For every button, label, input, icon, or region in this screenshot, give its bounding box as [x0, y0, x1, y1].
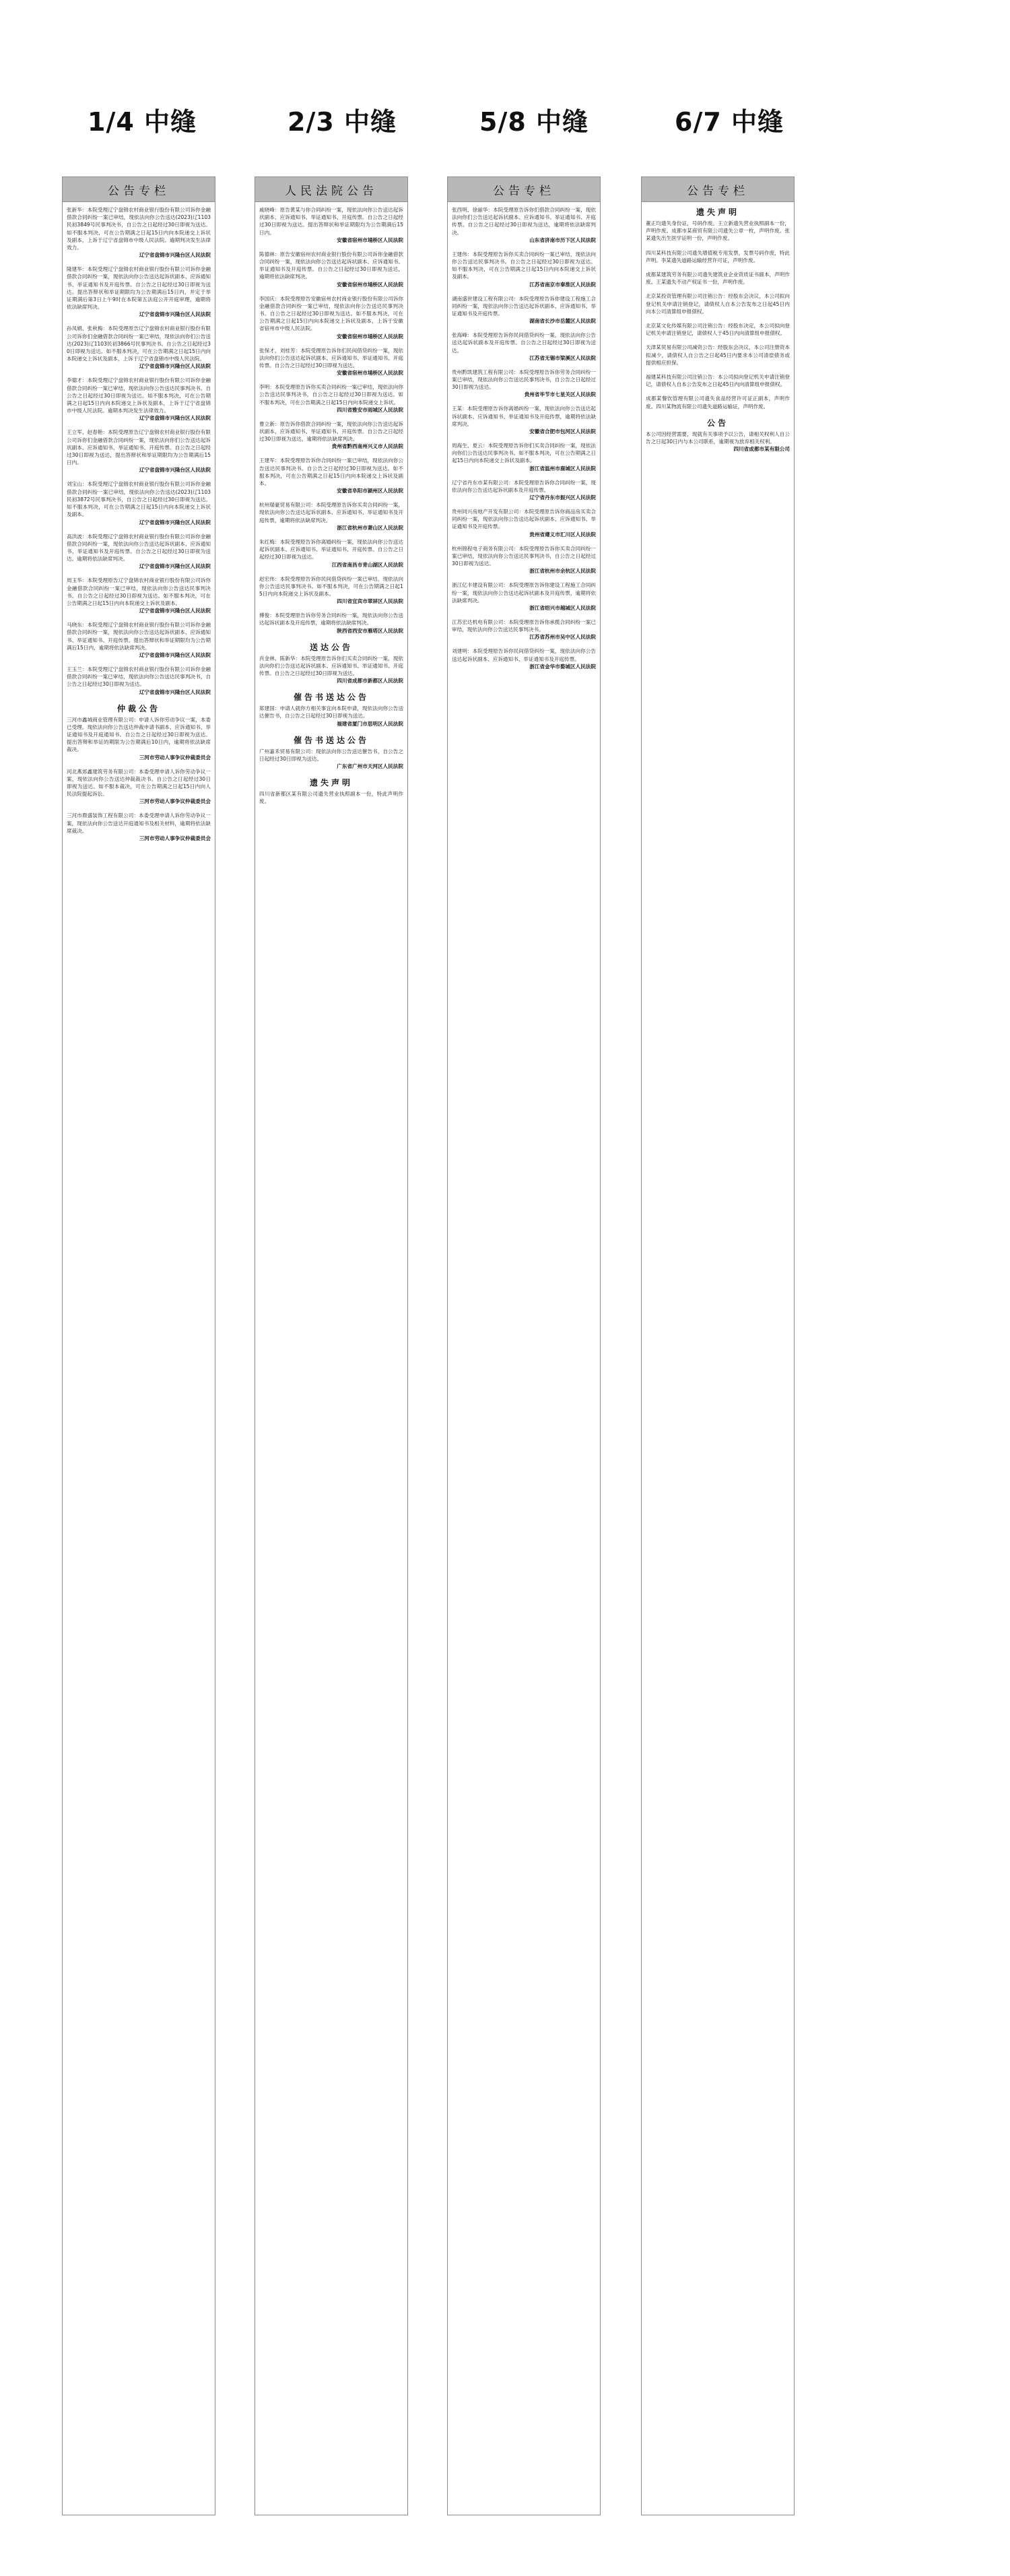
notice-item: [646, 417, 790, 453]
notice-item: [259, 538, 403, 569]
notice-text: 李国庆：本院受理原告安徽宿州农村商业银行股份有限公司诉你金融借款合同纠纷一案已审结，现依法向你公告送达民事判决书。自公告之日起经过30日即视为送达。如不服本判决，可在公告期满之日起15日内向本院递交上诉状及副本，上诉于安徽省宿州市中级人民法院。: [259, 295, 403, 332]
notice-item: [646, 271, 790, 286]
notice-text: 王建军：本院受理原告诉你合同纠纷一案已审结，现依法向你公告送达民事判决书。自公告之日起经过30日即视为送达。如不服本判决，可在公告期满之日起15日内向本院递交上诉状及副本。: [259, 457, 403, 487]
notice-text: 张海峰：本院受理原告诉你民间借贷纠纷一案，现依法向你公告送达起诉状副本及开庭传票。自公告之日起经过30日即视为送达。: [452, 332, 596, 354]
notice-item: [259, 347, 403, 377]
notice-text: 马晓东：本院受理辽宁盘锦农村商业银行股份有限公司诉你金融借款合同纠纷一案，现依法向你公告送达起诉状副本、应诉通知书、举证通知书、开庭传票。提出答辩状和举证期限均为公告期满后15日内，逾期将依法缺席判决。: [67, 622, 211, 651]
notice-text: 董正均遗失身份证，号码作废。王立新遗失营业执照副本一份，声明作废。成都市某商贸有限公司遗失公章一枚，声明作废。张某遗失出生医学证明一份，声明作废。: [646, 220, 790, 242]
notice-signature: 江苏省南京市秦淮区人民法院: [529, 281, 596, 288]
notice-item: [452, 508, 596, 538]
notice-text: 四川某科技有限公司遗失增值税专用发票，发票号码作废，特此声明。李某遗失道路运输经营许可证，声明作废。: [646, 249, 790, 263]
notice-text: 肖金林、陈新华：本院受理原告诉你们买卖合同纠纷一案，现依法向你们公告送达起诉状副本、应诉通知书、举证通知书、开庭传票。自公告之日起经过30日即视为送达。: [259, 655, 403, 676]
column-title-2: 2/3 中缝: [288, 107, 397, 137]
notice-signature: 四川省成都市新都区人民法院: [337, 678, 403, 684]
column-title-3: 5/8 中缝: [479, 107, 588, 137]
notice-item: [67, 666, 211, 696]
notice-item: [452, 206, 596, 244]
notice-item: [67, 377, 211, 422]
notice-item: [67, 768, 211, 806]
notice-signature: 浙江省杭州市余杭区人民法院: [529, 568, 596, 575]
notice-signature: 三河市劳动人事争议仲裁委员会: [139, 835, 211, 841]
notice-text: 李德才：本院受理辽宁盘锦农村商业银行股份有限公司诉你金融借款合同纠纷一案已审结，现依法向你公告送达民事判决书。自公告之日起经过30日即视为送达。如不服本判决，可在公告期满之日起15日内向本院递交上诉状及副本，上诉于辽宁省盘锦市中级人民法院。逾期本判决发生法律效力。: [67, 377, 211, 414]
notice-item: [259, 501, 403, 532]
notice-item: [452, 545, 596, 575]
notice-signature: 贵州省遵义市汇川区人民法院: [529, 531, 596, 538]
notice-item: [452, 295, 596, 325]
notice-item: [67, 206, 211, 259]
notice-signature: 辽宁省盘锦市兴隆台区人民法院: [139, 363, 211, 370]
notice-signature: 陕西省西安市雁塔区人民法院: [337, 627, 403, 634]
notice-text: 杭州锦程电子商务有限公司：本院受理原告诉你买卖合同纠纷一案已审结，现依法向你公告送达民事判决书，自公告之日起经过30日即视为送达。: [452, 545, 596, 567]
notice-item: [259, 691, 403, 727]
notice-signature: 辽宁省盘锦市兴隆台区人民法院: [139, 467, 211, 474]
notice-item: [452, 647, 596, 670]
notice-column-3: [447, 176, 601, 2515]
notice-text: 陈德林：原告安徽宿州农村商业银行股份有限公司诉你金融借款合同纠纷一案，现依法向你公告送达起诉状副本、应诉通知书、举证通知书及开庭传票。自公告之日起经过30日即视为送达，逾期将依法缺席判决。: [259, 251, 403, 280]
notice-text: 孙凤娟、张秋梅：本院受理原告辽宁盘锦农村商业银行股份有限公司诉你们金融借款合同纠纷一案已审结，现依法向你们公告送达(2023)辽1103民初3866号民事判决书。自公告之日起经过30日即视为送达。如不服本判决，可在公告期满之日起15日内向本院递交上诉状及副本，上诉于辽宁省盘锦市中级人民法院。: [67, 325, 211, 362]
notice-text: 湖南盛世建设工程有限公司：本院受理原告诉你建设工程施工合同纠纷一案，现依法向你公告送达起诉状副本、应诉通知书、举证通知书及开庭传票。: [452, 295, 596, 317]
notice-item: [646, 395, 790, 410]
notice-signature: 湖南省长沙市岳麓区人民法院: [529, 318, 596, 325]
notice-text: 周玉华：本院受理原告辽宁盘锦农村商业银行股份有限公司诉你金融借款合同纠纷一案已审结，现依法向你公告送达民事判决书。自公告之日起经过30日即视为送达。如不服本判决，可在公告期满之日起15日内向本院递交上诉状及副本。: [67, 577, 211, 606]
notice-item: [259, 612, 403, 634]
notice-signature: 浙江省金华市婺城区人民法院: [529, 663, 596, 670]
notice-text: 王玉兰：本院受理辽宁盘锦农村商业银行股份有限公司诉你金融借款合同纠纷一案已审结，现依法向你公告送达民事判决书，自公告之日起经过30日即视为送达。: [67, 666, 211, 688]
notice-signature: 三河市劳动人事争议仲裁委员会: [139, 754, 211, 761]
column-body-3: [448, 202, 600, 2510]
notice-text: 本公司因经营需要，现就有关事项予以公告，请相关权利人自公告之日起30日内与本公司联系，逾期视为放弃相关权利。: [646, 430, 790, 445]
notice-signature: 广东省广州市天河区人民法院: [337, 763, 403, 769]
notice-signature: 江苏省苏州市吴中区人民法院: [529, 634, 596, 641]
notice-signature: 安徽省宿州市埇桥区人民法院: [337, 333, 403, 340]
notice-item: [259, 734, 403, 770]
notice-text: 王某：本院受理原告诉你离婚纠纷一案，现依法向你公告送达起诉状副本、应诉通知书、举证通知书及开庭传票，逾期将依法缺席判决。: [452, 406, 596, 427]
notice-text: 北京某文化传媒有限公司注销公告：经股东决定，本公司拟向登记机关申请注销登记，请债权人于45日内向清算组申报债权。: [646, 323, 790, 337]
notice-signature: 安徽省宿州市埇桥区人民法院: [337, 370, 403, 377]
column-header-4: 公告专栏: [642, 177, 794, 202]
notice-item: [452, 581, 596, 612]
notice-text: 戚晓峰：原告黄某与你合同纠纷一案，现依法向你公告送达起诉状副本、应诉通知书、举证通知书、开庭传票。自公告之日起经过30日即视为送达。提出答辩状和举证期限均为公告期满后15日内。: [259, 207, 403, 236]
notice-item: [646, 292, 790, 315]
notice-signature: 福建省厦门市思明区人民法院: [337, 720, 403, 727]
notice-item: [646, 373, 790, 388]
notice-item: [259, 777, 403, 805]
notice-column-1: [62, 176, 215, 2515]
notice-text: 杭州瑞豪贸易有限公司：本院受理原告诉你买卖合同纠纷一案，现依法向你公告送达起诉状副本、应诉通知书、举证通知书及开庭传票，逾期将依法缺席判决。: [259, 502, 403, 523]
notice-signature: 浙江省杭州市萧山区人民法院: [337, 524, 403, 531]
notice-item: [452, 368, 596, 399]
notice-text: 江苏宏达机电有限公司：本院受理原告诉你承揽合同纠纷一案已审结，现依法向你公告送达民事判决书。: [452, 618, 596, 633]
notice-title: 催告书送达公告: [293, 693, 369, 703]
notice-signature: 辽宁省盘锦市兴隆台区人民法院: [139, 563, 211, 570]
notice-item: [646, 206, 790, 243]
notice-signature: 安徽省宿州市埇桥区人民法院: [337, 281, 403, 288]
notice-text: 王建伟：本院受理原告诉你买卖合同纠纷一案已审结，现依法向你公告送达民事判决书。自公告之日起经过30日即视为送达。如不服本判决，可在公告期满之日起15日内向本院递交上诉状及副本。: [452, 251, 596, 280]
notice-signature: 辽宁省盘锦市兴隆台区人民法院: [139, 651, 211, 658]
notice-text: 天津某贸易有限公司减资公告：经股东会决议，本公司注册资本拟减少，请债权人自公告之日起45日内要求本公司清偿债务或提供相应担保。: [646, 344, 790, 366]
notice-text: 张西明、徐丽华：本院受理原告诉你们借款合同纠纷一案，现依法向你们公告送达起诉状副本、应诉通知书、举证通知书、开庭传票。自公告之日起经过30日即视为送达，逾期将依法缺席判决。: [452, 207, 596, 236]
notice-item: [67, 428, 211, 474]
notice-signature: 安徽省宿州市埇桥区人民法院: [337, 236, 403, 243]
notice-item: [259, 383, 403, 414]
notice-text: 刘宝山：本院受理辽宁盘锦农村商业银行股份有限公司诉你金融借款合同纠纷一案已审结，现依法向你公告送达(2023)辽1103民初3872号民事判决书，自公告之日起经过30日即视为送达。如不服本判决，可在公告期满之日起15日内向本院递交上诉状及副本。: [67, 481, 211, 518]
notice-item: [646, 322, 790, 337]
notice-signature: 辽宁省盘锦市兴隆台区人民法院: [139, 252, 211, 259]
notice-signature: 辽宁省丹东市振兴区人民法院: [529, 494, 596, 501]
notice-signature: 贵州省毕节市七星关区人民法院: [524, 391, 596, 398]
notice-text: 周海生、夏云：本院受理原告诉你们买卖合同纠纷一案，现依法向你们公告送达民事判决书。如不服本判决，可在公告期满之日起15日内向本院递交上诉状及副本。: [452, 443, 596, 464]
notice-item: [646, 249, 790, 264]
notice-text: 李明：本院受理原告诉你买卖合同纠纷一案已审结，现依法向你公告送达民事判决书，自公告之日起经过30日即视为送达。如不服本判决，可在公告期满之日起15日内向本院递交上诉状。: [259, 384, 403, 406]
notice-signature: 山东省济南市历下区人民法院: [529, 236, 596, 243]
notice-text: 郑建国：申请人就你方相关事宜向本院申请，现依法向你公告送达催告书，自公告之日起经过30日即视为送达。: [259, 705, 403, 719]
notice-text: 三河市鑫城商业管理有限公司：申请人诉你劳动争议一案，本委已受理。现依法向你公告送达仲裁申请书副本、应诉通知书、举证通知书及开庭通知书。自公告之日起经过30日即视为送达。提出答辩和举证的期限为公告期满后10日内，逾期将依法缺席裁决。: [67, 716, 211, 753]
notice-text: 成都某建筑劳务有限公司遗失建筑业企业资质证书副本，声明作废。王某遗失不动产权证书一份，声明作废。: [646, 271, 790, 286]
notice-text: 成都某餐饮管理有限公司遗失食品经营许可证正副本，声明作废。四川某物流有限公司遗失道路运输证，声明作废。: [646, 395, 790, 410]
notice-item: [67, 621, 211, 659]
notice-item: [452, 442, 596, 472]
notice-text: 张新华：本院受理辽宁盘锦农村商业银行股份有限公司诉你金融借款合同纠纷一案已审结，现依法向你公告送达(2023)辽1103民初3849号民事判决书，自公告之日起经过30日即视为送达。如不服本判决，可在公告期满之日起15日内向本院递交上诉状及副本，上诉于辽宁省盘锦市中级人民法院。逾期判决发生法律效力。: [67, 207, 211, 251]
column-header-1: 公告专栏: [63, 177, 215, 202]
notice-text: 刘建明：本院受理原告诉你民间借贷纠纷一案，现依法向你公告送达起诉状副本、应诉通知书、举证通知书及开庭传票。: [452, 648, 596, 662]
notice-title: 公告: [706, 418, 729, 428]
notice-text: 辽宁省丹东市某有限公司：本院受理原告诉你合同纠纷一案，现依法向你公告送达起诉状副本及开庭传票。: [452, 479, 596, 493]
notice-column-2: [255, 176, 408, 2515]
notice-column-4: [641, 176, 795, 2515]
notice-signature: 四川省雅安市雨城区人民法院: [337, 406, 403, 413]
notice-item: [259, 457, 403, 494]
notice-signature: 安徽省阜阳市颍州区人民法院: [337, 488, 403, 494]
notice-item: [67, 812, 211, 842]
notice-signature: 辽宁省盘锦市兴隆台区人民法院: [139, 688, 211, 695]
notice-text: 三河市鼎盛装饰工程有限公司：本委受理申请人诉你劳动争议一案，现依法向你公告送达开庭通知书及相关材料，逾期将依法缺席裁决。: [67, 812, 211, 834]
notice-item: [67, 480, 211, 525]
notice-text: 王立军、赵春艳：本院受理原告辽宁盘锦农村商业银行股份有限公司诉你们金融借款合同纠纷一案，现依法向你们公告送达起诉状副本、应诉通知书、举证通知书、开庭传票。自公告之日起经过30日即视为送达，提出答辩状和举证期限均为公告期满后15日内。: [67, 429, 211, 466]
notice-item: [259, 420, 403, 451]
notice-item: [259, 251, 403, 288]
notice-text: 贵州黔凯建筑工程有限公司：本院受理原告诉你劳务合同纠纷一案已审结，现依法向你公告送达民事判决书，自公告之日起经过30日即视为送达。: [452, 368, 596, 391]
notice-text: 赵宏伟：本院受理原告诉你民间借贷纠纷一案已审结，现依法向你公告送达民事判决书。如不服本判决，可在公告期满之日起15日内向本院递交上诉状及副本。: [259, 575, 403, 597]
notice-text: 曹立新：原告诉你借款合同纠纷一案，现依法向你公告送达起诉状副本、应诉通知书、举证通知书、开庭传票。自公告之日起经过30日即视为送达，逾期将依法缺席判决。: [259, 420, 403, 443]
notice-signature: 江苏省无锡市梁溪区人民法院: [529, 354, 596, 361]
notice-item: [67, 325, 211, 370]
notice-signature: 三河市劳动人事争议仲裁委员会: [139, 798, 211, 805]
notice-text: 朱红梅：本院受理原告诉你离婚纠纷一案，现依法向你公告送达起诉状副本、应诉通知书、举证通知书、开庭传票。自公告之日起经过30日即视为送达。: [259, 538, 403, 560]
notice-signature: 四川省宜宾市翠屏区人民法院: [337, 598, 403, 605]
notice-title: 遗失声明: [309, 777, 353, 787]
notice-item: [646, 344, 790, 366]
notice-item: [452, 251, 596, 288]
notice-item: [67, 265, 211, 318]
notice-text: 浙江亿丰建设有限公司：本院受理原告诉你建设工程施工合同纠纷一案，现依法向你公告送达起诉状副本及开庭传票，逾期将依法缺席判决。: [452, 582, 596, 604]
column-header-3: 公告专栏: [448, 177, 600, 202]
notice-text: 高洪波：本院受理辽宁盘锦农村商业银行股份有限公司诉你金融借款合同纠纷一案，现依法向你公告送达起诉状副本、应诉通知书、举证通知书及开庭传票。自公告之日起经过30日即视为送达。逾期将依法缺席判决。: [67, 533, 211, 562]
notice-text: 河北燕郊鑫建筑劳务有限公司：本委受理申请人诉你劳动争议一案，现依法向你公告送达仲裁裁决书。自公告之日起经过30日即视为送达。如不服本裁决，可在公告期满之日起15日内向人民法院提起诉讼。: [67, 768, 211, 798]
column-title-1: 1/4 中缝: [88, 107, 197, 137]
notice-item: [259, 575, 403, 606]
notice-item: [259, 641, 403, 685]
notice-item: [67, 533, 211, 571]
notice-item: [259, 295, 403, 340]
notice-item: [67, 577, 211, 614]
notice-item: [452, 331, 596, 362]
notice-text: 广州嘉禾贸易有限公司：现依法向你公告送达催告书，自公告之日起经过30日即视为送达。: [259, 748, 403, 762]
column-title-4: 6/7 中缝: [675, 107, 784, 137]
notice-signature: 四川省成都市某有限公司: [733, 446, 790, 453]
notice-signature: 江西省南昌市青山湖区人民法院: [331, 561, 403, 568]
notice-signature: 安徽省合肥市包河区人民法院: [529, 428, 596, 435]
notice-signature: 辽宁省盘锦市兴隆台区人民法院: [139, 311, 211, 318]
notice-signature: 辽宁省盘锦市兴隆台区人民法院: [139, 415, 211, 422]
notice-item: [452, 479, 596, 501]
column-body-2: [255, 202, 407, 2510]
notice-text: 北京某投资管理有限公司注销公告：经股东会决议，本公司拟向登记机关申请注销登记，请债权人自本公告发布之日起45日内向本公司清算组申报债权。: [646, 293, 790, 315]
column-header-2: 人民法院公告: [255, 177, 407, 202]
column-body-1: [63, 202, 215, 2510]
notice-signature: 贵州省黔西南州兴义市人民法院: [331, 443, 403, 450]
notice-text: 隆建华：本院受理辽宁盘锦农村商业银行股份有限公司诉你金融借款合同纠纷一案，现依法向你公告送达起诉状副本、应诉通知书、举证通知书及开庭传票。自公告之日起经过30日即视为送达。提出答辩状和举证期限均为公告期满后15日内，并定于举证期满后第3日上午9时在本院第五法庭公开开庭审理，逾期将依法缺席判决。: [67, 266, 211, 311]
notice-text: 傅俊：本院受理原告诉你劳务合同纠纷一案，现依法向你公告送达起诉状副本及开庭传票，逾期将依法缺席判决。: [259, 612, 403, 626]
notice-text: 张保才、刘桂芳：本院受理原告诉你们民间借贷纠纷一案，现依法向你们公告送达起诉状副本、应诉通知书、举证通知书、开庭传票。自公告之日起经过30日即视为送达。: [259, 347, 403, 369]
notice-title: 仲裁公告: [116, 703, 160, 713]
notice-item: [67, 703, 211, 761]
notice-item: [452, 618, 596, 641]
column-body-4: [642, 202, 794, 2510]
notice-title: 催告书送达公告: [293, 735, 369, 745]
notice-text: 福建某科技有限公司注销公告：本公司拟向登记机关申请注销登记，请债权人自本公告发布之日起45日内向清算组申报债权。: [646, 374, 790, 388]
notice-title: 送达公告: [309, 642, 353, 652]
notice-signature: 浙江省温州市鹿城区人民法院: [529, 465, 596, 472]
notice-text: 贵州同兴房地产开发有限公司：本院受理原告诉你商品房买卖合同纠纷一案，现依法向你公告送达起诉状副本、应诉通知书、举证通知书及开庭传票。: [452, 509, 596, 530]
notice-signature: 辽宁省盘锦市兴隆台区人民法院: [139, 608, 211, 614]
notice-signature: 辽宁省盘锦市兴隆台区人民法院: [139, 519, 211, 525]
notice-item: [452, 405, 596, 435]
notice-item: [259, 206, 403, 244]
notice-title: 遗失声明: [696, 207, 739, 217]
notice-text: 四川省新都区某有限公司遗失营业执照副本一份，特此声明作废。: [259, 790, 403, 805]
notice-signature: 浙江省绍兴市越城区人民法院: [529, 604, 596, 611]
